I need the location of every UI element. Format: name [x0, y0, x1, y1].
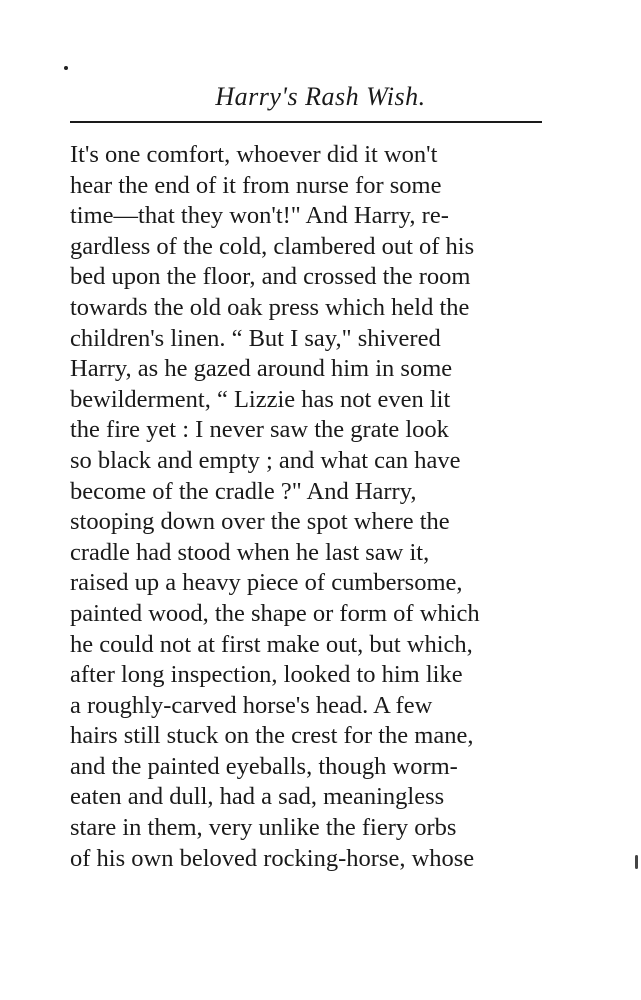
text-line: so black and empty ; and what can have — [70, 446, 461, 474]
text-line: time—that they won't!" And Harry, re- — [70, 202, 449, 230]
text-line: eaten and dull, had a sad, meaningless — [70, 783, 445, 811]
ink-speck — [635, 855, 638, 869]
text-line: bed upon the floor, and crossed the room — [70, 263, 471, 291]
text-line: of his own beloved rocking-horse, whose — [70, 844, 475, 872]
text-line: hairs still stuck on the crest for the mane, — [70, 722, 474, 750]
text-line: a roughly-carved horse's head. A few — [70, 691, 433, 719]
text-line: gardless of the cold, clambered out of his — [70, 232, 475, 260]
ink-speck — [64, 66, 68, 70]
text-line: stooping down over the spot where the — [70, 508, 450, 536]
text-line: bewilderment, “ Lizzie has not even lit — [70, 385, 451, 413]
text-line: he could not at first make out, but which, — [70, 630, 473, 658]
text-line: stare in them, very unlike the fiery orbs — [70, 814, 457, 842]
text-line: raised up a heavy piece of cumbersome, — [70, 569, 463, 597]
text-line: become of the cradle ?" And Harry, — [70, 477, 417, 505]
text-line: It's one comfort, whoever did it won't — [70, 141, 438, 168]
text-line: painted wood, the shape or form of which — [70, 599, 480, 627]
text-line: and the painted eyeballs, though worm- — [70, 752, 458, 780]
header-rule — [70, 121, 542, 123]
body-text — [70, 140, 542, 874]
text-line: Harry, as he gazed around him in some — [70, 355, 453, 383]
text-line: after long inspection, looked to him like — [70, 661, 463, 689]
text-line: children's linen. “ But I say," shivered — [70, 324, 441, 352]
text-line: the fire yet : I never saw the grate look — [70, 416, 449, 444]
text-line: cradle had stood when he last saw it, — [70, 538, 430, 566]
text-line: hear the end of it from nurse for some — [70, 171, 442, 199]
running-head: Harry's Rash Wish. — [215, 82, 426, 111]
text-line: towards the old oak press which held the — [70, 293, 470, 321]
